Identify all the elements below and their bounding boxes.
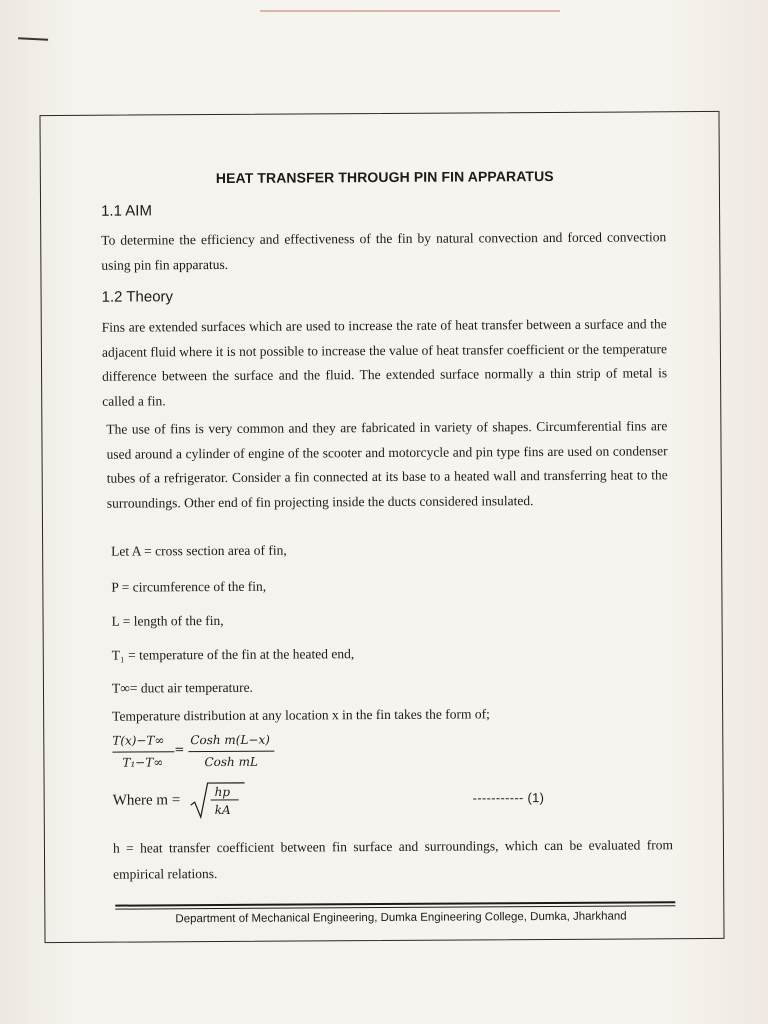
equation-label: Where m = [112,792,181,809]
equation-lhs-numerator: T(x)−T∞ [112,733,165,748]
square-root-symbol [189,781,249,821]
equation-reference: ----------- (1) [472,790,545,806]
document-title: HEAT TRANSFER THROUGH PIN FIN APPARATUS [215,167,554,187]
theory-paragraph-2: The use of fins is very common and they are fabricated in variety of shapes. Circumferential fins are used around a cylinder of engine of the scooter and motorcycle and pin type fins are used on condenser tubes of a refrigerator. Consider a fin connected at its base to a heated wall and transferring heat to the surroundings. Other end of fin projecting inside the ducts considered insulated. [106,418,668,511]
definition-perimeter: P = circumference of the fin, [111,578,267,595]
equation-rhs-numerator: Cosh m(L−x) [190,732,270,748]
sqrt-denominator: kA [214,802,231,818]
equals-sign: = [174,742,185,757]
definition-area: Let A = cross section area of fin, [111,542,287,559]
h-definition-paragraph: h = heat transfer coefficient between fin surface and surroundings, which can be evaluated from empirical relations. [112,837,673,882]
theory-paragraph-1: Fins are extended surfaces which are used to increase the rate of heat transfer between a surface and the adjacent fluid where it is not possible to increase the value of heat transfer coefficient or the temperature difference between the surface and the fluid. The extended surface normally a thin strip of metal is called a fin. [101,316,668,409]
scan-top-edge [260,10,560,12]
fraction-bar [188,751,274,753]
aim-paragraph: To determine the efficiency and effectiveness of the fin by natural convection and forced convection using pin fin apparatus. [101,229,667,273]
aim-heading: 1.1 AIM [101,202,152,220]
theory-heading: 1.2 Theory [101,288,174,306]
page-footer: Department of Mechanical Engineering, Dumka Engineering College, Dumka, Jharkhand [175,910,627,926]
definition-length: L = length of the fin, [111,612,224,629]
m-definition-equation [113,778,673,821]
equation-lhs-denominator: T₁−T∞ [122,755,164,770]
equation-rhs-denominator: Cosh mL [204,754,258,770]
sqrt-numerator: hp [214,784,231,800]
page-content [101,152,676,926]
definition-air-temperature: T∞= duct air temperature. [111,679,253,696]
page-border [39,111,724,943]
fraction-bar [112,751,174,752]
distribution-sentence: Temperature distribution at any location x in the fin takes the form of; [112,706,490,724]
temperature-distribution-equation [112,732,312,773]
definition-base-temperature: T₁ = temperature of the fin at the heated end, [111,646,355,663]
